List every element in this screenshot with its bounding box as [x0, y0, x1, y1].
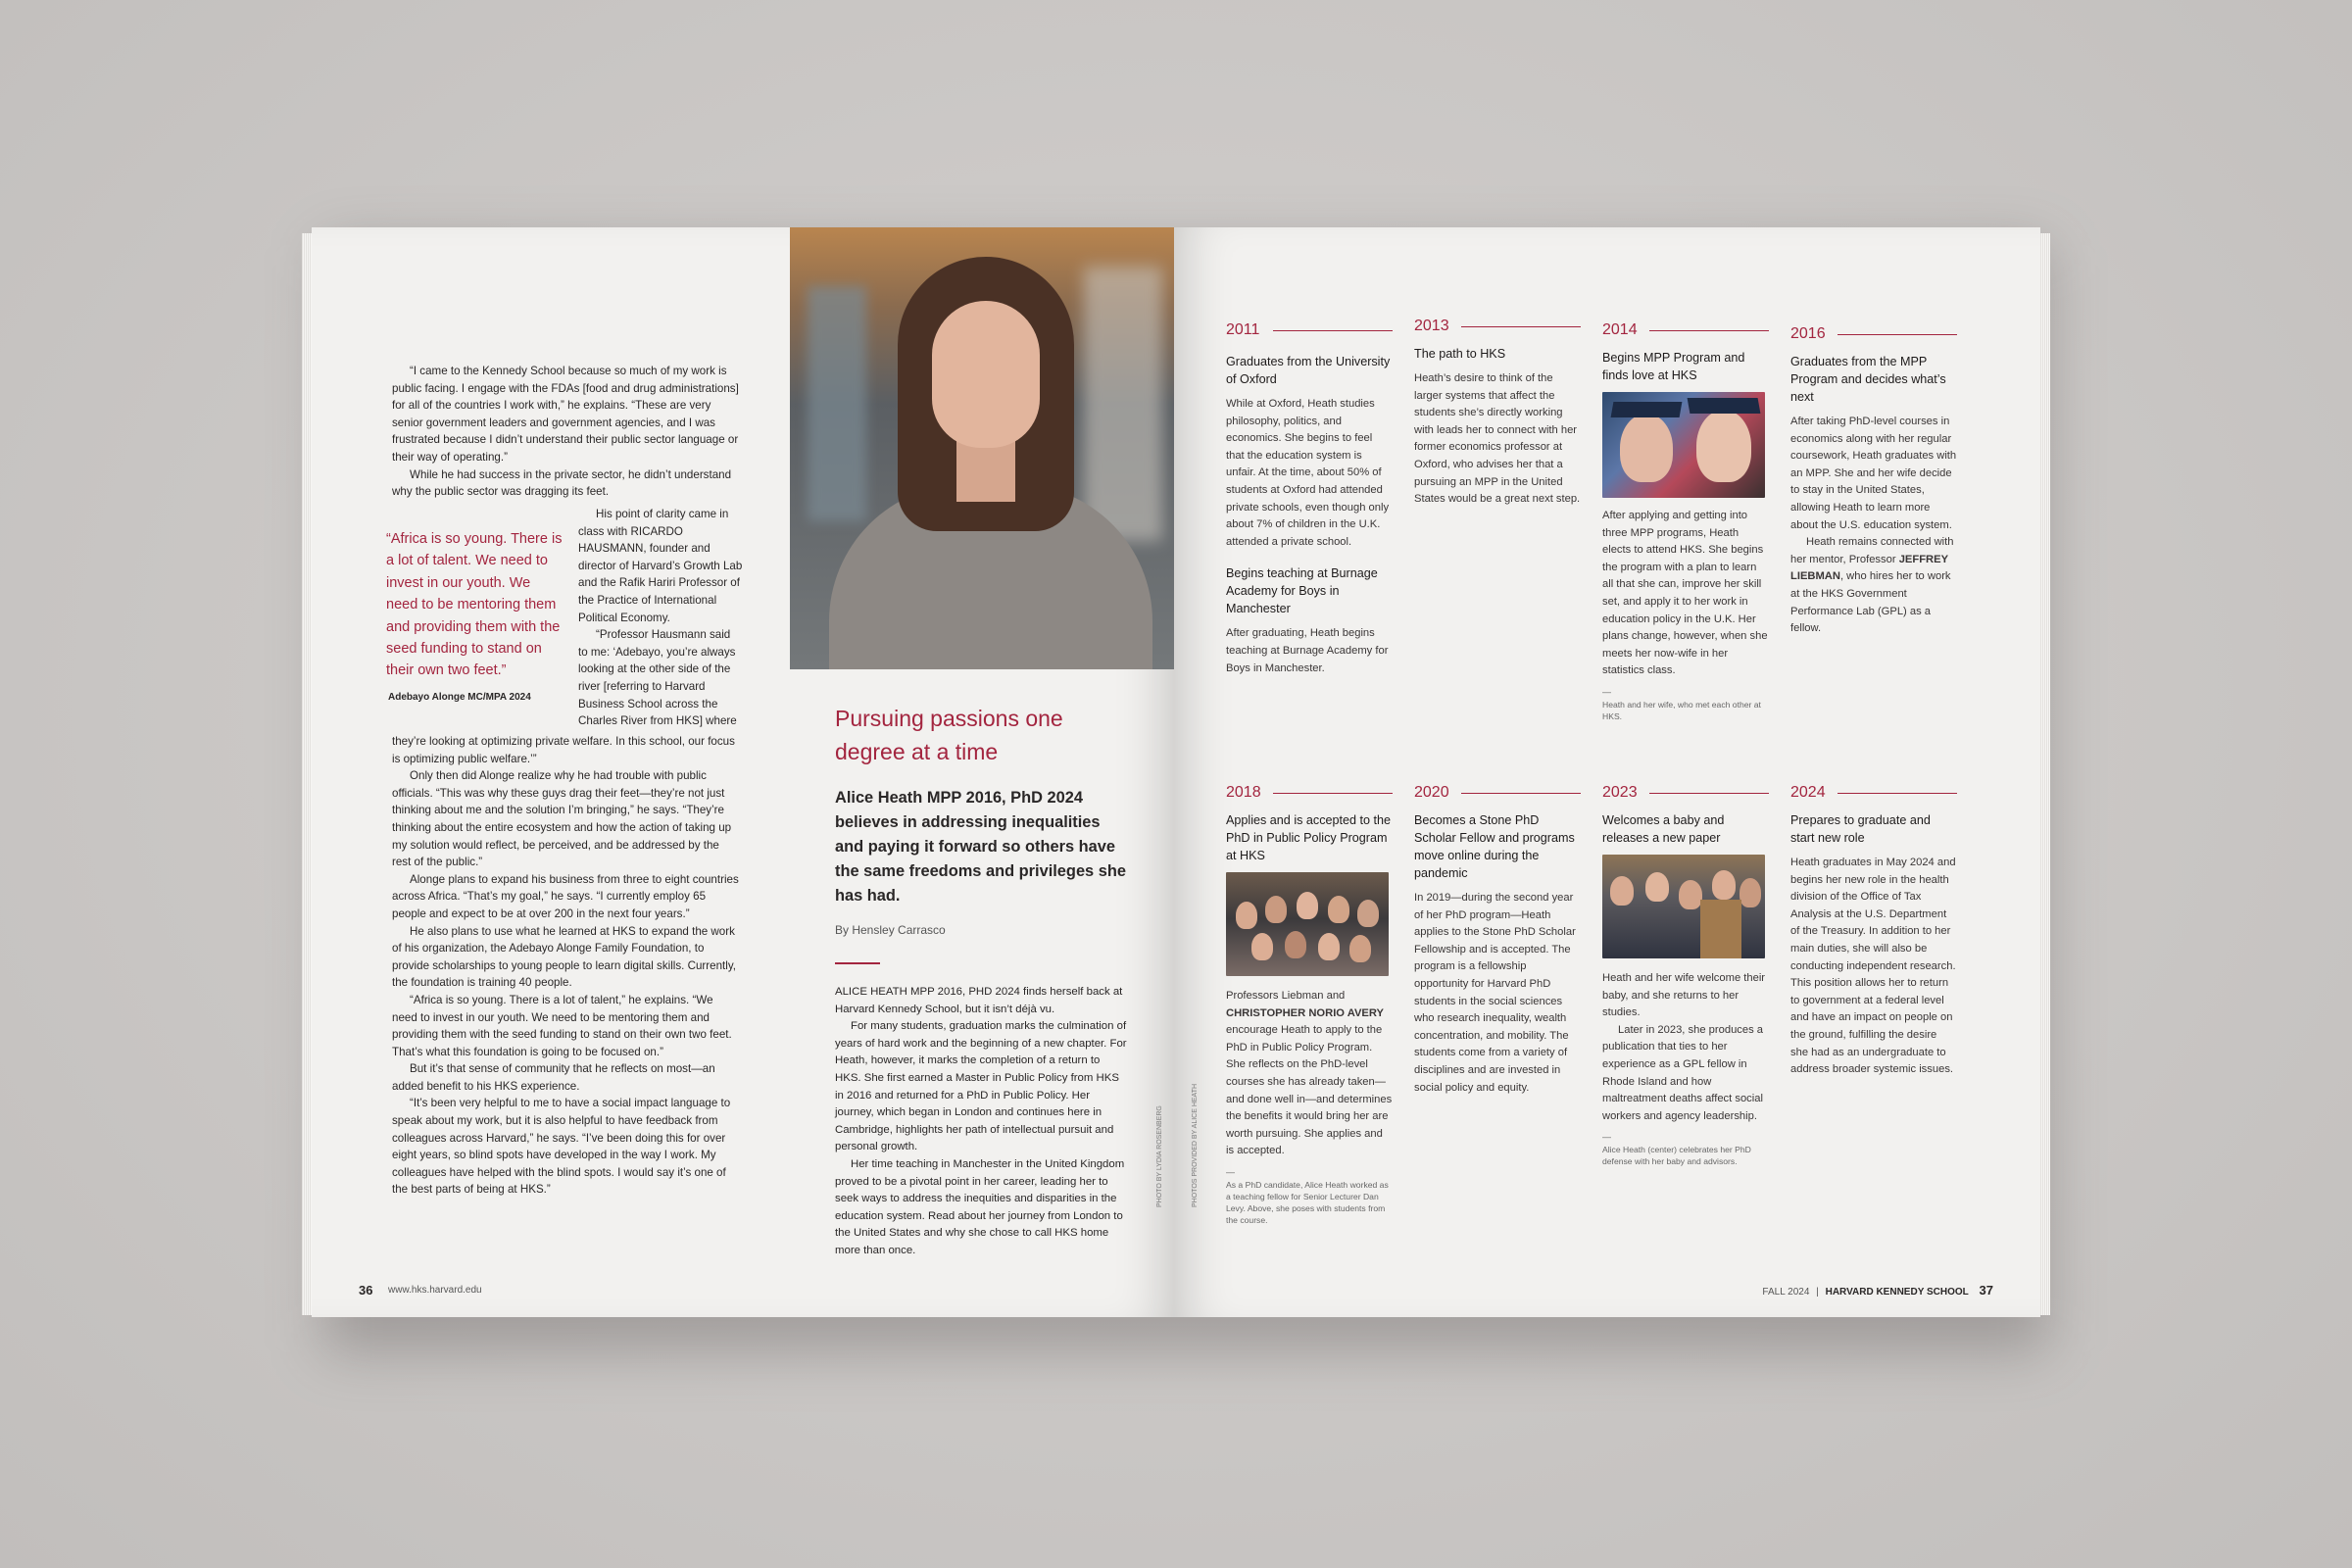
paragraph: His point of clarity came in class with RICARDO HAUSMANN, founder and director of Harvard’s Growth Lab and the Rafik Hariri Professor of the Practice of International Political Economy.: [578, 508, 743, 624]
timeline-title: Graduates from the University of Oxford: [1226, 355, 1391, 386]
photo-caption: As a PhD candidate, Alice Heath worked as a teaching fellow for Senior Lecturer Dan Levy. Above, she poses with students from the course.: [1226, 1179, 1389, 1225]
timeline-year: 2018: [1226, 784, 1261, 801]
graduation-photo: [1602, 392, 1765, 498]
pull-quote-attribution: Adebayo Alonge MC/MPA 2024: [388, 692, 531, 703]
photo-figure: [1285, 931, 1306, 958]
timeline-title: Begins MPP Program and finds love at HKS: [1602, 351, 1745, 382]
timeline-rule: [1273, 330, 1393, 331]
timeline-year: 2020: [1414, 784, 1449, 801]
text-run: encourage Heath to apply to the PhD in Public Policy Program. She reflects on the PhD-level courses she has already taken—and done well in—and determines the benefits it would bring her are worth pursuing. She applies and is accepted.: [1226, 1024, 1393, 1157]
photo-figure-body: [1700, 900, 1741, 958]
paragraph: Only then did Alonge realize why he had trouble with public officials. “This was why these guys drag their feet—they’re not just thinking about me and the solution I’m bringing,” he says. “They’re thinking about the entire ecosystem and how the action of taking up my solution would reflect, be perceived, and be addressed by the rest of the public.”: [392, 769, 732, 869]
photo-figure: [1610, 876, 1634, 906]
photo-figure: [1645, 872, 1669, 902]
timeline-title: Welcomes a baby and releases a new paper: [1602, 813, 1725, 845]
photo-figure: [1740, 878, 1761, 907]
photo-credit: PHOTOS PROVIDED BY ALICE HEATH: [1192, 1083, 1199, 1207]
body-column-top: [392, 363, 741, 501]
timeline-text: In 2019—during the second year of her PhD program—Heath applies to the Stone PhD Scholar Fellowship and is accepted. The program is a fellowship opportunity for Harvard PhD students in the social sciences who research inequality, wealth concentration, and mobility. The students come from a variety of disciplines and are invested in social policy and equity.: [1414, 892, 1576, 1094]
photo-figure: [1297, 892, 1318, 919]
timeline-title: The path to HKS: [1414, 347, 1506, 361]
paragraph: “Professor Hausmann said to me: ‘Adebayo, you’re always looking at the other side of the river [referring to Harvard Business School across the Charles River from HKS] where: [578, 628, 737, 728]
paragraph: While he had success in the private sector, he didn’t understand why the public sector was dragging its feet.: [392, 467, 732, 499]
paragraph: But it’s that sense of community that he reflects on most—an added benefit to his HKS experience.: [392, 1062, 715, 1093]
timeline-year: 2013: [1414, 318, 1449, 334]
photo-figure: [1679, 880, 1702, 909]
timeline-entry-2024: [1790, 784, 1957, 1079]
paragraph: ALICE HEATH MPP 2016, PHD 2024 finds herself back at Harvard Kennedy School, but it isn’t déjà vu.: [835, 986, 1123, 1015]
timeline-title: Graduates from the MPP Program and decides what’s next: [1790, 355, 1946, 404]
paragraph: they’re looking at optimizing private welfare. In this school, our focus is optimizing public welfare.’”: [392, 735, 735, 765]
photo-figure: [1265, 896, 1287, 923]
timeline-text: After applying and getting into three MPP programs, Heath elects to attend HKS. She begins the program with a plan to learn all that she can, improve her skill set, and apply it to her work in education policy in the U.K. Her plans change, however, when she meets her now-wife in her statistics class.: [1602, 510, 1768, 677]
grad-cap-left: [1611, 402, 1683, 417]
paragraph: “I came to the Kennedy School because so much of my work is public facing. I engage with the FDAs [food and drug administrations] for all of the countries I work with,” he explains. “These are very senior government leaders and government agencies, and I was frustrated because I didn’t understand their public sector language or their way of operating.”: [392, 365, 739, 464]
text-run: Heath remains connected with her mentor, Professor: [1790, 536, 1954, 565]
timeline-year: 2016: [1790, 325, 1826, 342]
timeline-entry-2014: [1602, 321, 1769, 722]
timeline-year: 2014: [1602, 321, 1638, 338]
timeline-rule: [1461, 793, 1581, 794]
timeline-entry-2023: [1602, 784, 1769, 1167]
photo-caption: Alice Heath (center) celebrates her PhD defense with her baby and advisors.: [1602, 1145, 1751, 1167]
timeline-rule: [1649, 330, 1769, 331]
pull-quote: “Africa is so young. There is a lot of talent. We need to invest in our youth. We need to be mentoring them and providing them with the seed funding to stand on their own two feet.”: [386, 531, 563, 679]
photo-figure: [1349, 935, 1371, 962]
photo-figure: [1318, 933, 1340, 960]
timeline-title: Applies and is accepted to the PhD in Public Policy Program at HKS: [1226, 813, 1392, 862]
issue-date: FALL 2024: [1762, 1287, 1810, 1298]
byline: By Hensley Carrasco: [835, 923, 946, 937]
timeline-entry-2016: [1790, 325, 1957, 638]
timeline-rule: [1649, 793, 1769, 794]
footer-separator: |: [1816, 1287, 1819, 1298]
timeline-entry-2020: [1414, 784, 1581, 1097]
timeline-entry-2018: [1226, 784, 1393, 1226]
timeline-year: 2023: [1602, 784, 1638, 801]
photo-background-light: [1084, 267, 1162, 541]
person-name: CHRISTOPHER NORIO AVERY: [1226, 1006, 1384, 1019]
photo-figure: [1236, 902, 1257, 929]
timeline-text: Heath’s desire to think of the larger systems that affect the students she’s directly working with leads her to connect with her former economics professor at Oxford, who advises her that a pursuing an MPP in the United States would be a great next step.: [1414, 372, 1581, 506]
timeline-rule: [1838, 334, 1957, 335]
left-page: [312, 227, 1174, 1317]
photo-figure: [1712, 870, 1736, 900]
accent-rule: [835, 962, 880, 964]
timeline-rule: [1461, 326, 1581, 327]
timeline-title: Becomes a Stone PhD Scholar Fellow and programs move online during the pandemic: [1414, 813, 1575, 880]
timeline-rule: [1838, 793, 1957, 794]
text-run: , who hires her to work at the HKS Government Performance Lab (GPL) as a fellow.: [1790, 570, 1951, 635]
article-headline: Pursuing passions one degree at a time: [835, 706, 1063, 764]
timeline-year: 2011: [1226, 321, 1260, 338]
timeline-text: While at Oxford, Heath studies philosophy, politics, and economics. She begins to feel that the education system is unfair. At the time, about 50% of students at Oxford had attended private schools, even though only about 7% of children in the U.K. attended a private school.: [1226, 398, 1390, 548]
timeline-text: Heath and her wife welcome their baby, and she returns to her studies.: [1602, 972, 1766, 1019]
person-name: JEFFREY LIEBMAN: [1790, 553, 1948, 583]
paragraph: Alonge plans to expand his business from three to eight countries across Africa. “That’s my goal,” he says. “I currently employ 65 people and expect to be at over 200 in the next four years.”: [392, 872, 739, 920]
right-page: [1174, 227, 2040, 1317]
photo-caption: Heath and her wife, who met each other at HKS.: [1602, 699, 1761, 721]
photo-credit: PHOTO BY LYDIA ROSENBERG: [1156, 1105, 1163, 1207]
caption-dash: —: [1602, 1132, 1611, 1143]
timeline-rule: [1273, 793, 1393, 794]
paragraph: Her time teaching in Manchester in the United Kingdom proved to be a pivotal point in her career, leading her to seek ways to address the inequities and disparities in the education system. Read about her journey from London to the United States and why she chose to call HKS home more than once.: [835, 1157, 1125, 1256]
body-column-narrow: [578, 506, 743, 730]
photo-figure: [1696, 410, 1751, 482]
publication-name: HARVARD KENNEDY SCHOOL: [1825, 1287, 1969, 1298]
photo-figure: [1328, 896, 1349, 923]
photo-background-window: [808, 286, 866, 521]
paragraph: “It’s been very helpful to me to have a social impact language to speak about my work, but it is also helpful to have feedback from colleagues across Harvard,” he says. “I’ve been doing this for over eight years, so blind spots have developed in the way I work. My colleagues have helped with the blind spots. I would say it’s one of the best parts of being at HKS.”: [392, 1097, 731, 1197]
timeline-text: After taking PhD-level courses in economics along with her regular coursework, Heath graduates with an MPP. She and her wife decide to stay in the United States, allowing Heath to learn more about the U.S. education system.: [1790, 416, 1957, 531]
website-url: www.hks.harvard.edu: [388, 1285, 482, 1296]
celebration-group-photo: [1602, 855, 1765, 958]
caption-dash: —: [1226, 1166, 1235, 1177]
article-intro: [835, 984, 1129, 1260]
classroom-group-photo: [1226, 872, 1389, 976]
photo-figure: [1251, 933, 1273, 960]
paragraph: He also plans to use what he learned at HKS to expand the work of his organization, the Adebayo Alonge Family Foundation, to provide scholarships to young people to learn digital skills. Currently, the foundation is training 40 people.: [392, 924, 736, 990]
timeline-text: Later in 2023, she produces a publication that ties to her experience as a GPL fellow in Rhode Island and how maltreatment deaths affect social workers and agency leadership.: [1602, 1023, 1764, 1122]
caption-dash: —: [1602, 686, 1611, 697]
article-deck: Alice Heath MPP 2016, PhD 2024 believes in addressing inequalities and paying it forward so others have the same freedoms and privileges she has had.: [835, 789, 1126, 905]
grad-cap-right: [1688, 398, 1761, 414]
page-number-right: 37: [1979, 1283, 1993, 1298]
timeline-entry-2011: [1226, 321, 1393, 677]
text-run: Professors Liebman and: [1226, 990, 1346, 1002]
body-column-bottom: [392, 733, 741, 1199]
timeline-text: Heath graduates in May 2024 and begins her new role in the health division of the Office of Tax Analysis at the U.S. Department of the Treasury. In addition to her main duties, she will also be conducting independent research. This position allows her to return to government at a federal level and have an impact on people on the ground, fulfilling the desire she had as an undergraduate to address broader systemic issues.: [1790, 857, 1956, 1076]
timeline-title: Prepares to graduate and start new role: [1790, 813, 1931, 845]
magazine-spread: [312, 227, 2040, 1317]
timeline-entry-2013: [1414, 318, 1581, 509]
timeline-title: Begins teaching at Burnage Academy for Boys in Manchester: [1226, 566, 1378, 616]
timeline-year: 2024: [1790, 784, 1826, 801]
photo-subject-face: [932, 301, 1040, 448]
timeline-text: After graduating, Heath begins teaching at Burnage Academy for Boys in Manchester.: [1226, 627, 1389, 674]
timeline-text: [1790, 534, 1957, 638]
timeline-text: [1226, 988, 1393, 1160]
right-page-footer: [1762, 1283, 1993, 1298]
portrait-photo: [790, 227, 1174, 669]
photo-figure: [1357, 900, 1379, 927]
paragraph: “Africa is so young. There is a lot of talent,” he explains. “We need to invest in our youth. We need to be mentoring them and providing them with the seed funding to stand on their own two feet. That’s what this foundation is going to be focused on.”: [392, 993, 732, 1058]
page-number-left: 36: [359, 1283, 373, 1298]
photo-figure: [1620, 414, 1673, 482]
paragraph: For many students, graduation marks the culmination of years of hard work and the beginning of a new chapter. For Heath, however, it marks the completion of a return to HKS. She first earned a Master in Public Policy from HKS in 2016 and returned for a PhD in Public Policy. Her journey, which began in London and continues here in Cambridge, highlights her path of intellectual pursuit and personal growth.: [835, 1020, 1127, 1153]
